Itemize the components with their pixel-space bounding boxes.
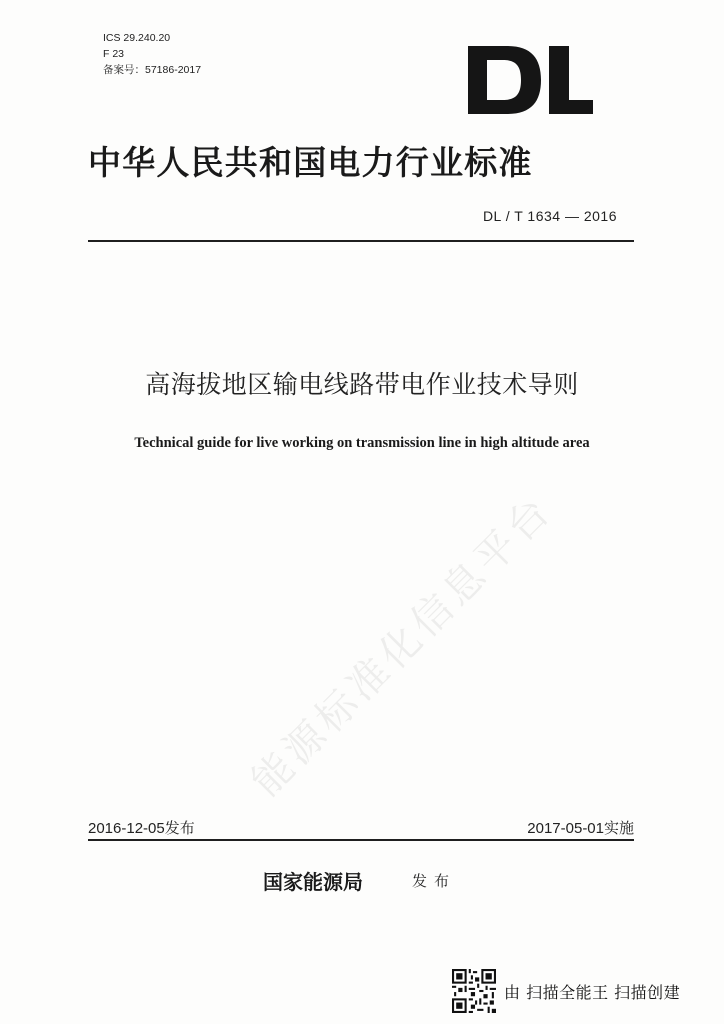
dl-logo xyxy=(465,44,595,116)
implementation-date: 2017-05-01实施 xyxy=(527,820,634,837)
main-title: 中华人民共和国电力行业标准 xyxy=(88,143,533,182)
classification-block xyxy=(103,30,201,78)
footer-divider xyxy=(88,839,634,841)
publish-label: 发布 xyxy=(412,872,457,890)
ics-code: ICS 29.240.20 xyxy=(103,32,171,44)
document-title-en: Technical guide for live working on transmission line in high altitude area xyxy=(134,435,590,451)
standard-code: DL / T 1634 — 2016 xyxy=(482,208,617,224)
scanner-watermark xyxy=(452,968,680,1014)
issue-date: 2016-12-05发布 xyxy=(88,820,195,837)
scanner-caption: 由 扫描全能王 扫描创建 xyxy=(504,982,681,1002)
header-divider xyxy=(88,240,634,242)
qr-code-icon xyxy=(452,969,496,1013)
watermark: 能源标准化信息平台 xyxy=(243,486,562,806)
document-title-cn: 高海拔地区输电线路带电作业技术导则 xyxy=(145,370,579,399)
class-code: F 23 xyxy=(103,48,125,60)
publisher-name: 国家能源局 xyxy=(263,870,363,894)
record-number: 备案号：57186-2017 xyxy=(103,64,202,76)
